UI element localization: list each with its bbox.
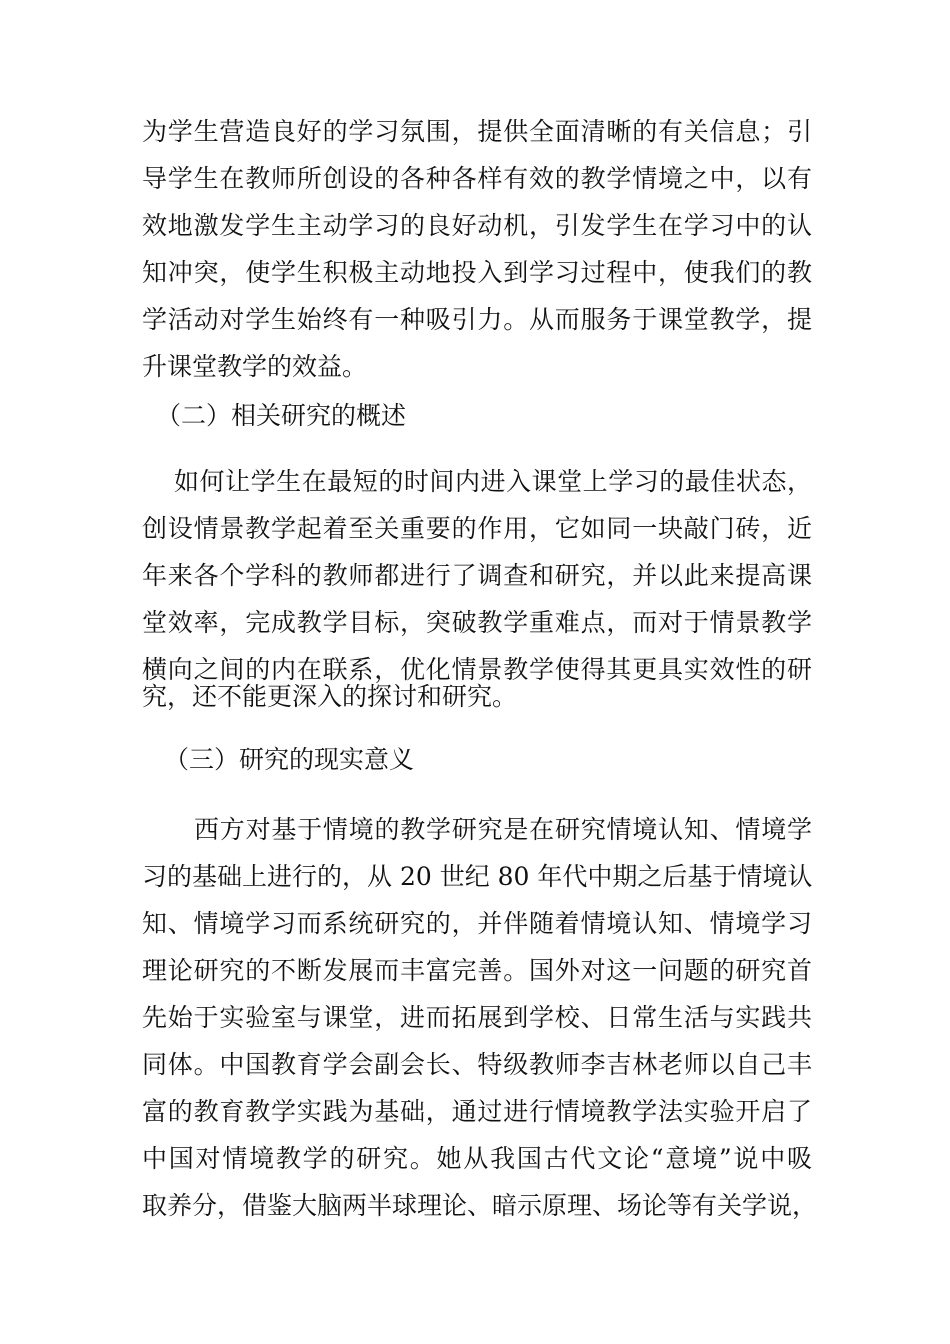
- paragraph-3-line: 中国对情境教学的研究。她从我国古代文论“意境”说中吸: [142, 1144, 812, 1173]
- paragraph-2-line: 如何让学生在最短的时间内进入课堂上学习的最佳状态，: [174, 467, 812, 496]
- paragraph-1-line: 学活动对学生始终有一种吸引力。从而服务于课堂教学，提: [142, 305, 812, 334]
- paragraph-3-line: 习的基础上进行的，从 20 世纪 80 年代中期之后基于情境认: [142, 862, 813, 891]
- paragraph-2-line: 堂效率，完成教学目标，突破教学重难点，而对于情景教学: [142, 608, 812, 637]
- paragraph-2-line: 创设情景教学起着至关重要的作用，它如同一块敲门砖，近: [142, 514, 812, 543]
- paragraph-3-line: 富的教育教学实践为基础，通过进行情境教学法实验开启了: [142, 1097, 812, 1126]
- paragraph-1-line: 知冲突，使学生积极主动地投入到学习过程中，使我们的教: [142, 258, 812, 287]
- section-heading-3: （三）研究的现实意义: [164, 745, 415, 774]
- paragraph-3-line: 理论研究的不断发展而丰富完善。国外对这一问题的研究首: [142, 956, 812, 985]
- section-heading-2: （二）相关研究的概述: [156, 401, 407, 430]
- paragraph-3-line: 同体。中国教育学会副会长、特级教师李吉林老师以自己丰: [142, 1050, 812, 1079]
- paragraph-1-line: 为学生营造良好的学习氛围，提供全面清晰的有关信息；引: [142, 117, 812, 146]
- paragraph-1-line: 导学生在教师所创设的各种各样有效的教学情境之中，以有: [142, 164, 812, 193]
- paragraph-1-line: 效地激发学生主动学习的良好动机，引发学生在学习中的认: [142, 211, 812, 240]
- paragraph-3-line: 西方对基于情境的教学研究是在研究情境认知、情境学: [194, 815, 812, 844]
- paragraph-3-line: 先始于实验室与课堂，进而拓展到学校、日常生活与实践共: [142, 1003, 812, 1032]
- paragraph-2-line: 年来各个学科的教师都进行了调查和研究，并以此来提高课: [142, 561, 812, 590]
- paragraph-2-line: 横向之间的内在联系，优化情景教学使得其更具实效性的研: [142, 655, 812, 684]
- paragraph-3-line: 知、情境学习而系统研究的，并伴随着情境认知、情境学习: [142, 909, 812, 938]
- paragraph-2-line: 究，还不能更深入的探讨和研究。: [142, 682, 518, 711]
- paragraph-3-line: 取养分，借鉴大脑两半球理论、暗示原理、场论等有关学说，: [142, 1191, 818, 1220]
- paragraph-1-line: 升课堂教学的效益。: [142, 352, 368, 381]
